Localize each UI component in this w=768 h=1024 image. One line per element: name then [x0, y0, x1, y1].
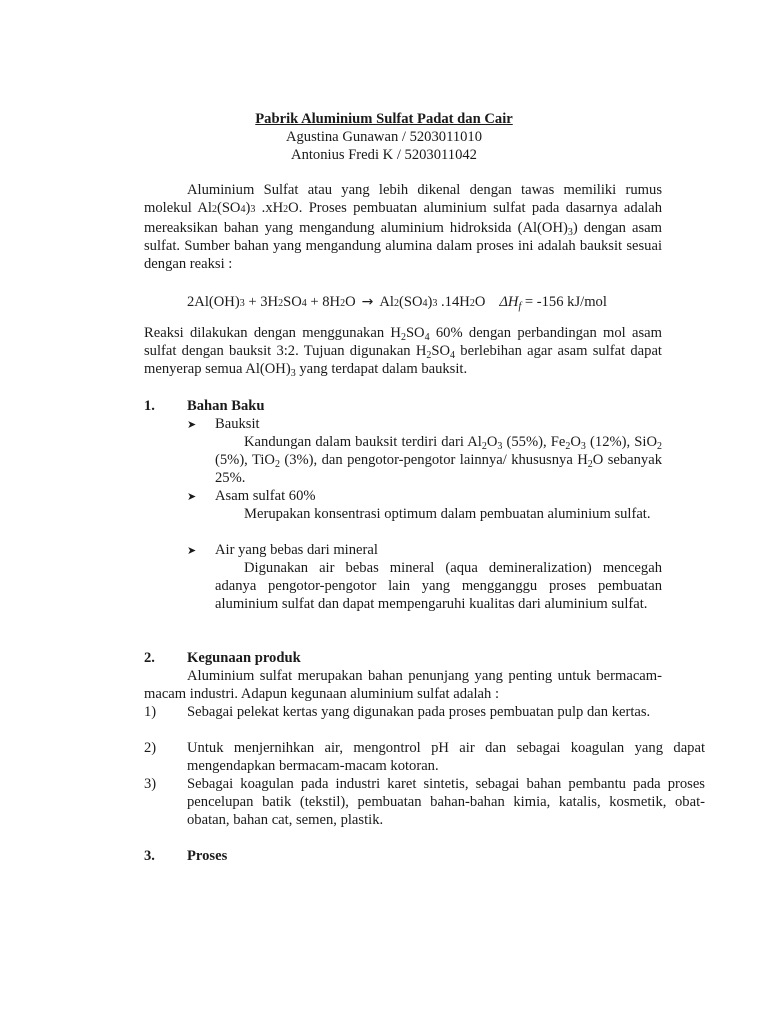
section-heading-proses: 3. Proses — [144, 848, 228, 864]
document-header — [0, 110, 768, 164]
section-heading-bahan-baku: 1. Bahan Baku — [144, 398, 265, 414]
arrow-bullet-icon: ➤ — [187, 418, 197, 431]
intro-paragraph: Aluminium Sulfat atau yang lebih dikenal dengan tawas memiliki rumus molekul Al2(SO4)3 .xH2O. Proses pembuatan aluminium sulfat pada dasarnya adalah mereaksikan bahan yang mengandung aluminium hidroksida $(Al(OH)_3)$ dengan asam sulfat. Sumber bahan yang mengandung alumina dalam proses ini adalah bauksit sesuai dengan reaksi : — [144, 182, 662, 272]
enthalpy-value: = -156 kJ/mol — [521, 294, 607, 310]
list-item-kegunaan-3: 3) Sebagai koagulan pada industri karet sintetis, sebagai bahan pembantu pada proses pencelupan batik (tekstil), pembuatan bahan-bahan kimia, katalis, kosmetik, obat-obatan, bahan cat, semen, plastik. — [144, 776, 705, 828]
list-item-kegunaan-2: 2) Untuk menjernihkan air, mengontrol pH air dan sebagai koagulan yang dapat mengendapkan bermacam-macam kotoran. — [144, 740, 705, 774]
list-item-kegunaan-1: 1) Sebagai pelekat kertas yang digunakan pada proses pembuatan pulp dan kertas. — [144, 704, 651, 720]
arrow-bullet-icon: ➤ — [187, 544, 197, 557]
enthalpy-symbol: $\Delta H_f$ — [499, 294, 522, 312]
bauksit-description: Kandungan dalam bauksit terdiri dari $Al_2O_3$ (55%), $Fe_2O_3$ (12%), SiO$_2$ (5%), TiO$_2$ (3%), dan pengotor-pengotor lainnya/ khususnya $H_2O$ sebanyak 25%. — [215, 434, 662, 486]
bullet-item-bauksit: ➤ Bauksit — [187, 416, 260, 432]
kegunaan-intro-paragraph: Aluminium sulfat merupakan bahan penunjang yang penting untuk bermacam-macam industri. Adapun kegunaan aluminium sulfat adalah : — [144, 668, 662, 702]
document-title: Pabrik Aluminium Sulfat Padat dan Cair — [255, 111, 513, 127]
reaction-condition-paragraph: Reaksi dilakukan dengan menggunakan $H_2SO_4$ 60% dengan perbandingan mol asam sulfat dengan bauksit 3:2. Tujuan digunakan $H_2SO_4$ berlebihan agar asam sulfat dapat menyerap semua $Al(OH)_3$ yang terdapat dalam bauksit. — [144, 325, 663, 379]
author-line-1: Agustina Gunawan / 5203011010 — [285, 129, 483, 145]
air-bebas-mineral-description: Digunakan air bebas mineral (aqua demineralization) mencegah adanya pengotor-pengotor lain yang mengganggu proses pembuatan aluminium sulfat dan dapat mempengaruhi kualitas dari aluminium sulfat. — [215, 560, 662, 612]
reaction-equation: 2Al(OH)3 + 3H2SO4 + 8H2O → Al2(SO4)3 .14H2O $\Delta H_f = -156$ kJ/mol — [187, 294, 607, 312]
reaction-arrow-icon: → — [361, 294, 374, 310]
section-heading-kegunaan-produk: 2. Kegunaan produk — [144, 650, 301, 666]
author-line-2: Antonius Fredi K / 5203011042 — [291, 147, 477, 163]
arrow-bullet-icon: ➤ — [187, 490, 197, 503]
bullet-item-air-bebas-mineral: ➤ Air yang bebas dari mineral — [187, 542, 378, 558]
asam-sulfat-description: Merupakan konsentrasi optimum dalam pembuatan aluminium sulfat. — [244, 506, 651, 522]
bullet-item-asam-sulfat: ➤ Asam sulfat 60% — [187, 488, 316, 504]
